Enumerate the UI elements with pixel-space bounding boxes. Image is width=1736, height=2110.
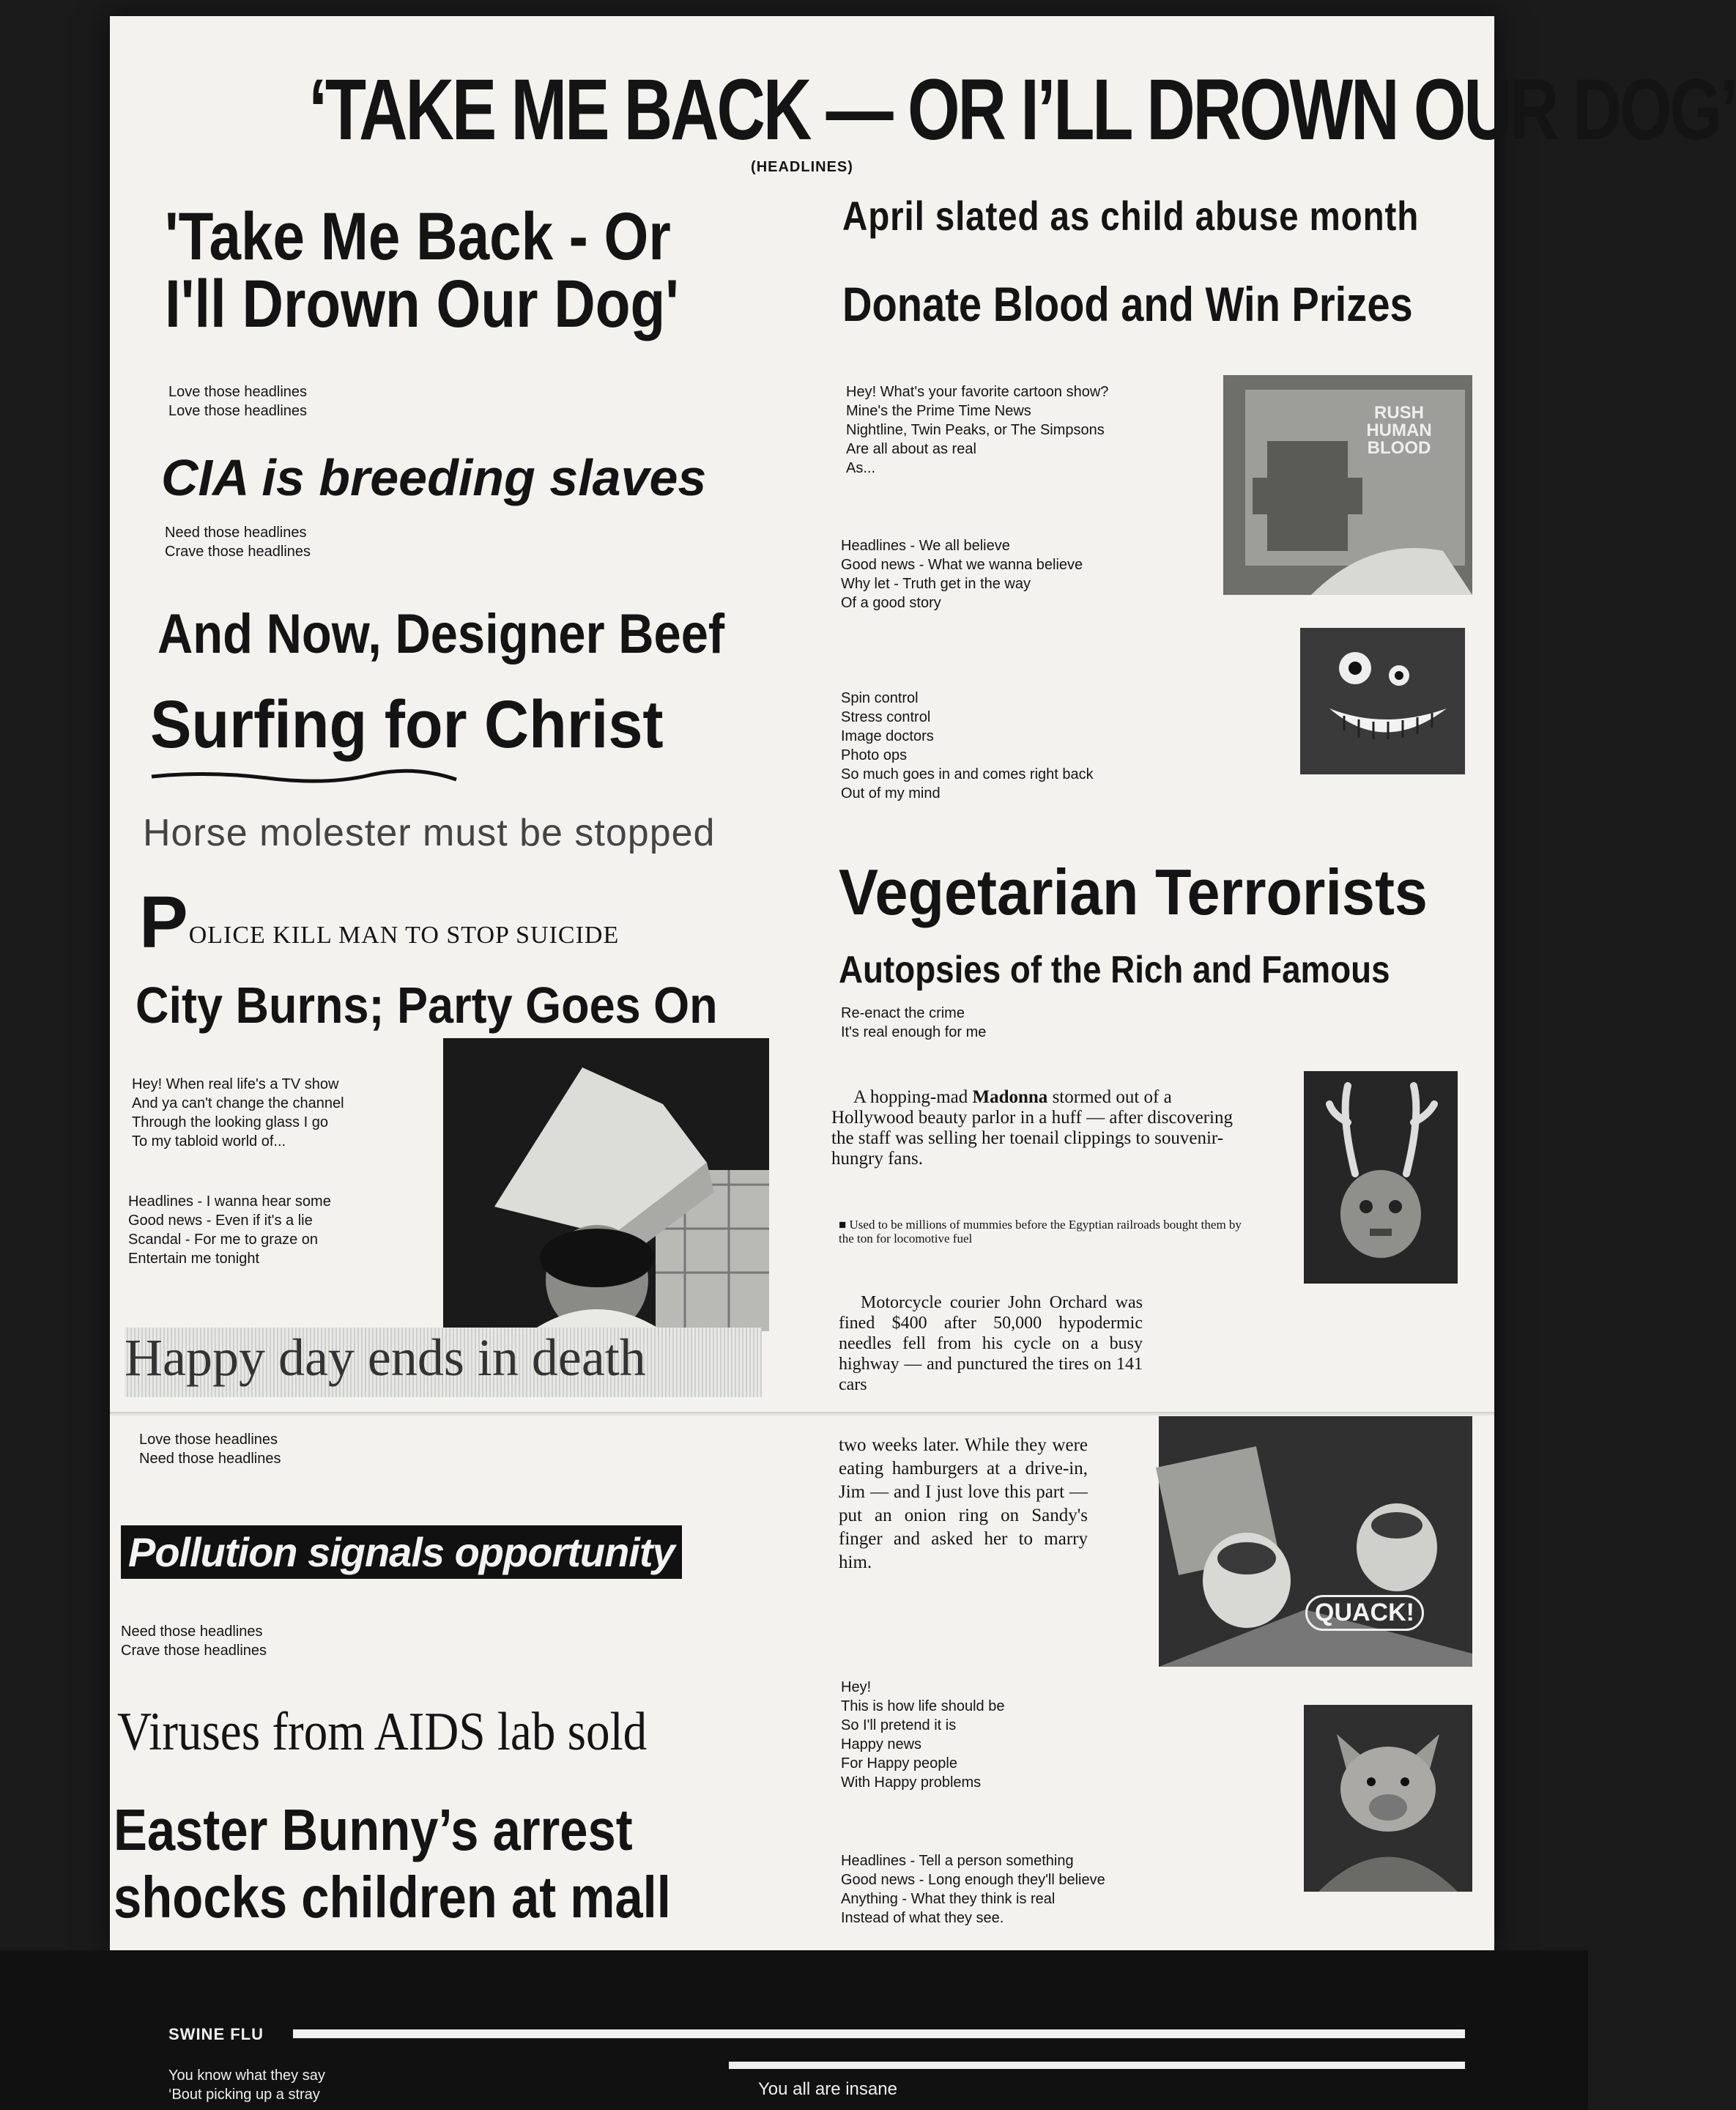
lyric-happy-news: Hey! This is how life should be So I'll pretend it is Happy news For Happy people With Happy problems [841,1679,1005,1791]
story-madonna-name: Madonna [972,1087,1048,1107]
lyric-love-need: Love those headlines Need those headlines [139,1432,281,1467]
headline-autopsies: Autopsies of the Rich and Famous [839,949,1390,991]
section-rule [293,2029,1465,2038]
next-page-band [0,1950,1588,2110]
lyric-insane: You all are insane [758,2079,897,2099]
story-madonna-pre: A hopping-mad [853,1087,973,1107]
photo-blood-bag [1223,375,1472,595]
headline-viruses: Viruses from AIDS lab sold [117,1702,648,1762]
lyric-headlines-3: Headlines - Tell a person something Good news - Long enough they'll believe Anything - What they think is real Instead of what they see. [841,1853,1105,1926]
lyric-stray: You know what they say ‘Bout picking up a stray [168,2068,325,2103]
headline-happy-day: Happy day ends in death [125,1328,762,1397]
headline-line-2: I'll Drown Our Dog' [165,267,679,341]
lyric-need-crave: Need those headlines Crave those headlines [121,1624,267,1659]
headline-april: April slated as child abuse month [842,193,1420,239]
headline-line-1: 'Take Me Back - Or [165,199,671,274]
story-madonna-post: stormed out of a Hollywood beauty parlor in a huff — after discovering the staff was selling her toenail clippings to souvenir-hungry fans. [831,1087,1233,1169]
lyric-cartoon-show: Hey! What's your favorite cartoon show? Mine's the Prime Time News Nightline, Twin Peaks, or The Simpsons Are all about as real As... [846,384,1109,476]
photo-grinning-creature [1300,628,1465,774]
headline-horse: Horse molester must be stopped [143,812,716,854]
headline-easter-line-1: Easter Bunny’s arrest [114,1797,633,1862]
headline-take-me-back [165,199,679,341]
section-rule-2 [729,2062,1465,2069]
drop-cap: P [139,881,189,963]
headline-easter-line-2: shocks children at mall [114,1865,671,1930]
headline-designer-beef: And Now, Designer Beef [157,603,725,665]
story-motorcycle-courier: Motorcycle courier John Orchard was fined $400 after 50,000 hypodermic needles fell from his cycle on a busy highway — and punctured the tires on 141 cars [839,1293,1143,1394]
lyric-love-those: Love those headlines Love those headlines [168,384,308,419]
page-subtitle: (HEADLINES) [751,159,853,175]
photo-antler-mask [1304,1071,1458,1284]
lyric-sheet-page [110,16,1736,1950]
photo-quack-ducks [1159,1412,1472,1667]
headline-police [139,881,619,965]
headline-donate-blood: Donate Blood and Win Prizes [842,277,1413,331]
headline-police-text: OLICE KILL MAN TO STOP SUICIDE [188,922,620,949]
section-heading-swine-flu: SWINE FLU [168,2025,264,2043]
headline-easter-bunny [114,1796,671,1931]
lyric-hey-tv-show: Hey! When real life's a TV show And ya can't change the channel Through the looking glass I go To my tabloid world of... [132,1076,344,1150]
lyric-need-those: Need those headlines Crave those headlines [165,525,311,560]
photo-pig-portrait [1304,1705,1472,1892]
headline-pollution: Pollution signals opportunity [121,1525,682,1579]
underline-scribble [150,763,458,785]
story-mummies: ■ Used to be millions of mummies before the Egyptian railroads bought them by the ton for locomotive fuel [839,1218,1242,1245]
page-title: ‘TAKE ME BACK — OR I’LL DROWN OUR DOG’ [308,62,1736,158]
lyric-re-enact: Re-enact the crime It's real enough for me [841,1005,987,1040]
headline-city-burns: City Burns; Party Goes On [136,977,718,1034]
headline-surfing: Surfing for Christ [150,687,664,762]
headline-cia: CIA is breeding slaves [161,449,707,506]
quack-speech-bubble: QUACK! [1305,1595,1424,1631]
blood-bag-label: RUSH HUMAN BLOOD [1366,403,1432,458]
photo-woman-hair-dryer [443,1038,769,1331]
lyric-spin-control: Spin control Stress control Image doctors Photo ops So much goes in and comes right back Out of my mind [841,690,1094,802]
story-onion-ring: two weeks later. While they were eating hamburgers at a drive-in, Jim — and I just love this part — put an onion ring on Sandy's finger and asked her to marry him. [839,1435,1088,1572]
headline-vegetarian [839,855,1428,930]
lyric-headlines-1: Headlines - I wanna hear some Good news - Even if it's a lie Scandal - For me to graze on Entertain me tonight [128,1193,331,1267]
lyric-headlines-2: Headlines - We all believe Good news - What we wanna believe Why let - Truth get in the way Of a good story [841,538,1083,611]
story-madonna [831,1087,1242,1169]
headline-vegetarian-text: Vegetarian Terrorists [839,856,1428,928]
